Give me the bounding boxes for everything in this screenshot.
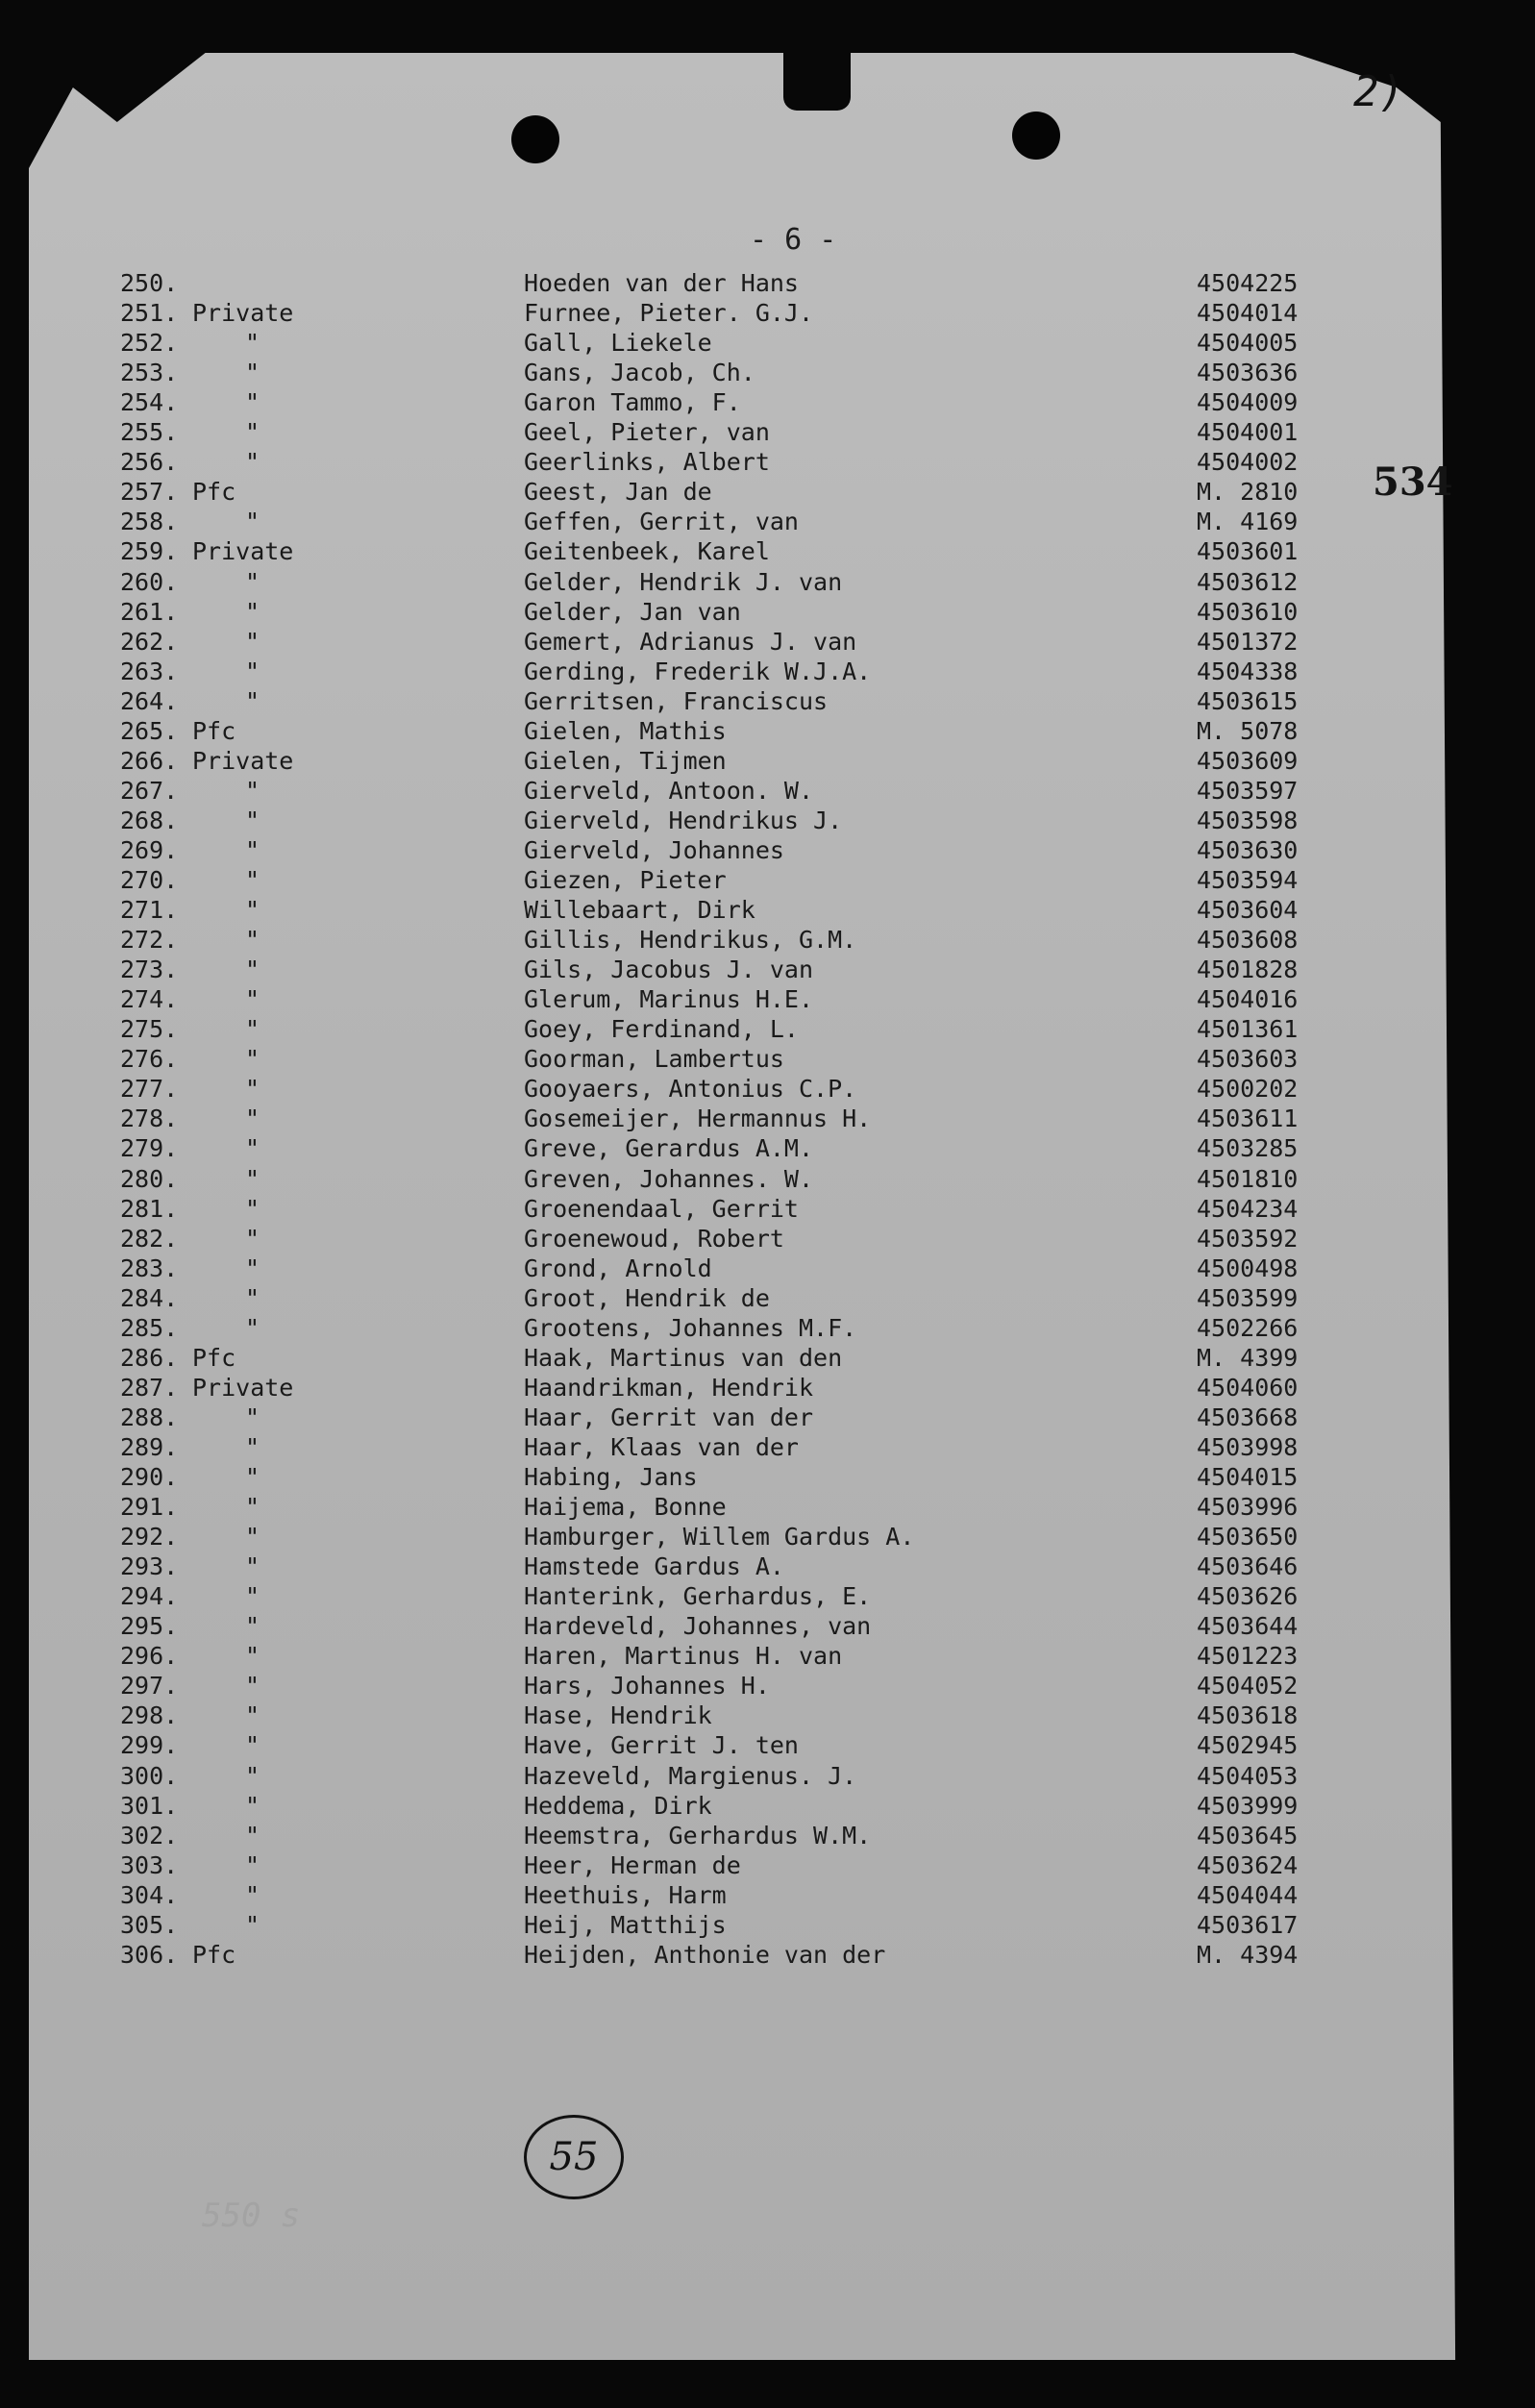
entry-number: 295. <box>120 1612 179 1641</box>
entry-name: Furnee, Pieter. G.J. <box>524 299 814 328</box>
entry-number: 264. <box>120 686 179 715</box>
entry-number: 258. <box>120 508 179 536</box>
entry-serial: 4503645 <box>1197 1821 1299 1849</box>
entry-name: Hardeveld, Johannes, van <box>524 1612 872 1641</box>
entry-name: Gierveld, Johannes <box>524 835 784 864</box>
entry-name: Gierveld, Hendrikus J. <box>524 806 843 834</box>
roster-row <box>0 628 1535 657</box>
entry-serial: 4504338 <box>1197 657 1299 685</box>
entry-rank: " <box>245 329 260 358</box>
roster-row <box>0 1612 1535 1641</box>
entry-serial: 4504014 <box>1197 299 1299 328</box>
entry-number: 286. <box>120 1343 179 1372</box>
entry-name: Heemstra, Gerhardus W.M. <box>524 1821 872 1849</box>
entry-name: Heij, Matthijs <box>524 1910 727 1939</box>
entry-rank: " <box>245 1254 260 1282</box>
entry-name: Greve, Gerardus A.M. <box>524 1134 814 1163</box>
roster-row <box>0 1433 1535 1462</box>
entry-name: Have, Gerrit J. ten <box>524 1731 799 1760</box>
entry-name: Glerum, Marinus H.E. <box>524 985 814 1014</box>
entry-number: 255. <box>120 418 179 447</box>
page-number: - 6 - <box>750 223 837 257</box>
roster-row <box>0 717 1535 746</box>
entry-rank: " <box>245 776 260 805</box>
entry-rank: " <box>245 835 260 864</box>
entry-serial: 4504225 <box>1197 269 1299 297</box>
entry-number: 268. <box>120 806 179 834</box>
entry-name: Willebaart, Dirk <box>524 896 755 925</box>
entry-serial: M. 4169 <box>1197 508 1299 536</box>
roster-row <box>0 1762 1535 1791</box>
entry-number: 279. <box>120 1134 179 1163</box>
roster-row <box>0 1792 1535 1821</box>
entry-number: 251. <box>120 299 179 328</box>
entry-name: Gielen, Tijmen <box>524 746 727 775</box>
roster-row <box>0 359 1535 387</box>
entry-serial: 4503601 <box>1197 537 1299 566</box>
entry-name: Heddema, Dirk <box>524 1791 712 1820</box>
entry-number: 273. <box>120 956 179 984</box>
entry-serial: 4503610 <box>1197 597 1299 626</box>
roster-row <box>0 658 1535 686</box>
entry-name: Hase, Hendrik <box>524 1701 712 1730</box>
entry-serial: M. 5078 <box>1197 716 1299 745</box>
roster-row <box>0 1134 1535 1163</box>
entry-serial: 4503604 <box>1197 896 1299 925</box>
entry-rank: Private <box>192 1373 294 1402</box>
entry-rank: Pfc <box>192 716 236 745</box>
entry-name: Geitenbeek, Karel <box>524 537 770 566</box>
entry-rank: " <box>245 1731 260 1760</box>
entry-name: Gielen, Mathis <box>524 716 727 745</box>
entry-number: 266. <box>120 746 179 775</box>
roster-row <box>0 299 1535 328</box>
roster-row <box>0 1075 1535 1104</box>
entry-number: 288. <box>120 1403 179 1431</box>
entry-name: Haar, Klaas van der <box>524 1432 799 1461</box>
entry-serial: 4503618 <box>1197 1701 1299 1730</box>
entry-rank: Pfc <box>192 478 236 507</box>
entry-number: 291. <box>120 1493 179 1522</box>
entry-rank: " <box>245 448 260 477</box>
roster-row <box>0 448 1535 477</box>
entry-serial: 4503612 <box>1197 567 1299 596</box>
entry-number: 259. <box>120 537 179 566</box>
entry-serial: 4503615 <box>1197 686 1299 715</box>
entry-name: Gosemeijer, Hermannus H. <box>524 1105 872 1133</box>
entry-number: 301. <box>120 1791 179 1820</box>
entry-rank: " <box>245 1642 260 1671</box>
entry-rank: " <box>245 418 260 447</box>
entry-serial: M. 4399 <box>1197 1343 1299 1372</box>
entry-number: 285. <box>120 1313 179 1342</box>
roster-row <box>0 1403 1535 1432</box>
entry-name: Goey, Ferdinand, L. <box>524 1015 799 1044</box>
entry-rank: " <box>245 1791 260 1820</box>
entry-number: 263. <box>120 657 179 685</box>
entry-number: 296. <box>120 1642 179 1671</box>
roster-row <box>0 508 1535 536</box>
entry-serial: 4503996 <box>1197 1493 1299 1522</box>
roster-row <box>0 329 1535 358</box>
roster-row <box>0 269 1535 298</box>
entry-rank: " <box>245 657 260 685</box>
entry-rank: " <box>245 1463 260 1491</box>
entry-rank: " <box>245 627 260 656</box>
entry-rank: " <box>245 1194 260 1223</box>
roster-row <box>0 1105 1535 1133</box>
entry-name: Haren, Martinus H. van <box>524 1642 843 1671</box>
entry-name: Gerritsen, Franciscus <box>524 686 829 715</box>
roster-row <box>0 1225 1535 1254</box>
circled-folio-number <box>524 2115 624 2199</box>
entry-number: 302. <box>120 1821 179 1849</box>
entry-name: Gooyaers, Antonius C.P. <box>524 1075 857 1104</box>
roster-row <box>0 777 1535 806</box>
entry-number: 274. <box>120 985 179 1014</box>
entry-name: Groenewoud, Robert <box>524 1224 784 1253</box>
roster-row <box>0 1672 1535 1700</box>
entry-name: Giezen, Pieter <box>524 866 727 894</box>
entry-name: Geffen, Gerrit, van <box>524 508 799 536</box>
roster-row <box>0 1552 1535 1581</box>
entry-name: Gils, Jacobus J. van <box>524 956 814 984</box>
entry-serial: 4501828 <box>1197 956 1299 984</box>
entry-name: Gemert, Adrianus J. van <box>524 627 857 656</box>
entry-rank: " <box>245 1672 260 1700</box>
roster-row <box>0 896 1535 925</box>
entry-name: Geest, Jan de <box>524 478 712 507</box>
entry-rank: " <box>245 359 260 387</box>
entry-name: Grond, Arnold <box>524 1254 712 1282</box>
punched-notch <box>783 53 851 111</box>
entry-number: 252. <box>120 329 179 358</box>
entry-rank: Private <box>192 537 294 566</box>
entry-name: Geel, Pieter, van <box>524 418 770 447</box>
entry-rank: " <box>245 1552 260 1581</box>
entry-rank: " <box>245 1910 260 1939</box>
roster-row <box>0 568 1535 597</box>
entry-number: 272. <box>120 926 179 955</box>
entry-number: 283. <box>120 1254 179 1282</box>
roster-row <box>0 598 1535 627</box>
entry-number: 297. <box>120 1672 179 1700</box>
roster-row <box>0 1642 1535 1671</box>
roster-row <box>0 1195 1535 1224</box>
entry-number: 299. <box>120 1731 179 1760</box>
entry-serial: 4503630 <box>1197 835 1299 864</box>
entry-number: 280. <box>120 1164 179 1193</box>
roster-row <box>0 537 1535 566</box>
entry-number: 278. <box>120 1105 179 1133</box>
entry-number: 303. <box>120 1850 179 1879</box>
entry-serial: 4503603 <box>1197 1045 1299 1074</box>
entry-name: Hanterink, Gerhardus, E. <box>524 1582 872 1611</box>
entry-serial: 4504005 <box>1197 329 1299 358</box>
roster-row <box>0 1045 1535 1074</box>
roster-row <box>0 687 1535 716</box>
entry-serial: 4501810 <box>1197 1164 1299 1193</box>
entry-serial: 4503617 <box>1197 1910 1299 1939</box>
entry-name: Hoeden van der Hans <box>524 269 799 297</box>
entry-serial: M. 2810 <box>1197 478 1299 507</box>
entry-rank: Private <box>192 746 294 775</box>
entry-number: 294. <box>120 1582 179 1611</box>
entry-number: 306. <box>120 1940 179 1969</box>
entry-serial: 4503598 <box>1197 806 1299 834</box>
entry-name: Gans, Jacob, Ch. <box>524 359 755 387</box>
entry-serial: 4504234 <box>1197 1194 1299 1223</box>
entry-serial: 4503611 <box>1197 1105 1299 1133</box>
entry-name: Haandrikman, Hendrik <box>524 1373 814 1402</box>
entry-name: Geerlinks, Albert <box>524 448 770 477</box>
roster-row <box>0 1165 1535 1194</box>
entry-number: 253. <box>120 359 179 387</box>
entry-number: 305. <box>120 1910 179 1939</box>
entry-number: 284. <box>120 1283 179 1312</box>
entry-name: Gerding, Frederik W.J.A. <box>524 657 872 685</box>
entry-number: 261. <box>120 597 179 626</box>
entry-name: Haar, Gerrit van der <box>524 1403 814 1431</box>
entry-serial: 4504060 <box>1197 1373 1299 1402</box>
entry-serial: 4503609 <box>1197 746 1299 775</box>
entry-number: 282. <box>120 1224 179 1253</box>
roster-row <box>0 1344 1535 1373</box>
entry-serial: M. 4394 <box>1197 1940 1299 1969</box>
entry-rank: " <box>245 1880 260 1909</box>
entry-number: 257. <box>120 478 179 507</box>
circled-folio-text: 55 <box>549 2135 599 2179</box>
entry-serial: 4504052 <box>1197 1672 1299 1700</box>
entry-serial: 4501372 <box>1197 627 1299 656</box>
entry-number: 289. <box>120 1432 179 1461</box>
roster-row <box>0 1374 1535 1403</box>
entry-name: Hazeveld, Margienus. J. <box>524 1761 857 1790</box>
entry-rank: " <box>245 1075 260 1104</box>
entry-serial: 4503646 <box>1197 1552 1299 1581</box>
roster-row <box>0 1941 1535 1970</box>
entry-rank: " <box>245 388 260 417</box>
entry-number: 271. <box>120 896 179 925</box>
roster-row <box>0 1463 1535 1492</box>
entry-rank: " <box>245 896 260 925</box>
roster-row <box>0 926 1535 955</box>
entry-rank: " <box>245 1403 260 1431</box>
entry-rank: " <box>245 1523 260 1552</box>
entry-rank: " <box>245 686 260 715</box>
entry-name: Hars, Johannes H. <box>524 1672 770 1700</box>
entry-number: 267. <box>120 776 179 805</box>
entry-name: Gelder, Hendrik J. van <box>524 567 843 596</box>
entry-serial: 4503594 <box>1197 866 1299 894</box>
entry-number: 265. <box>120 716 179 745</box>
entry-rank: " <box>245 866 260 894</box>
entry-serial: 4503998 <box>1197 1432 1299 1461</box>
entry-rank: " <box>245 1105 260 1133</box>
entry-rank: Pfc <box>192 1343 236 1372</box>
entry-rank: " <box>245 1283 260 1312</box>
entry-rank: " <box>245 508 260 536</box>
roster-row <box>0 1731 1535 1760</box>
entry-serial: 4504016 <box>1197 985 1299 1014</box>
entry-serial: 4503650 <box>1197 1523 1299 1552</box>
entry-number: 300. <box>120 1761 179 1790</box>
entry-serial: 4501223 <box>1197 1642 1299 1671</box>
entry-name: Hamstede Gardus A. <box>524 1552 784 1581</box>
roster-row <box>0 1314 1535 1343</box>
entry-number: 254. <box>120 388 179 417</box>
roster-row <box>0 747 1535 776</box>
roster-row <box>0 985 1535 1014</box>
entry-number: 276. <box>120 1045 179 1074</box>
entry-serial: 4504009 <box>1197 388 1299 417</box>
stamped-folio-number: 534 <box>1373 459 1453 505</box>
entry-rank: " <box>245 1582 260 1611</box>
roster-row <box>0 1284 1535 1313</box>
entry-serial: 4503597 <box>1197 776 1299 805</box>
roster-row <box>0 1015 1535 1044</box>
entry-rank: " <box>245 1821 260 1849</box>
entry-name: Goorman, Lambertus <box>524 1045 784 1074</box>
entry-number: 270. <box>120 866 179 894</box>
entry-name: Habing, Jans <box>524 1463 698 1491</box>
entry-name: Groenendaal, Gerrit <box>524 1194 799 1223</box>
roster-row <box>0 388 1535 417</box>
entry-rank: " <box>245 567 260 596</box>
entry-number: 298. <box>120 1701 179 1730</box>
entry-serial: 4501361 <box>1197 1015 1299 1044</box>
entry-rank: " <box>245 1224 260 1253</box>
entry-name: Groot, Hendrik de <box>524 1283 770 1312</box>
roster-row <box>0 1254 1535 1283</box>
entry-number: 260. <box>120 567 179 596</box>
entry-rank: " <box>245 1850 260 1879</box>
entry-serial: 4502945 <box>1197 1731 1299 1760</box>
entry-serial: 4503599 <box>1197 1283 1299 1312</box>
roster-row <box>0 807 1535 835</box>
entry-rank: " <box>245 597 260 626</box>
roster-row <box>0 1851 1535 1880</box>
roster-row <box>0 1881 1535 1910</box>
entry-number: 287. <box>120 1373 179 1402</box>
punch-hole-left <box>511 115 559 163</box>
entry-rank: " <box>245 1701 260 1730</box>
entry-serial: 4503636 <box>1197 359 1299 387</box>
entry-serial: 4503624 <box>1197 1850 1299 1879</box>
entry-serial: 4504053 <box>1197 1761 1299 1790</box>
entry-number: 304. <box>120 1880 179 1909</box>
entry-rank: " <box>245 1134 260 1163</box>
entry-name: Gillis, Hendrikus, G.M. <box>524 926 857 955</box>
entry-name: Haijema, Bonne <box>524 1493 727 1522</box>
entry-rank: " <box>245 1432 260 1461</box>
entry-serial: 4500202 <box>1197 1075 1299 1104</box>
entry-rank: " <box>245 1493 260 1522</box>
entry-serial: 4504001 <box>1197 418 1299 447</box>
entry-number: 269. <box>120 835 179 864</box>
entry-serial: 4504002 <box>1197 448 1299 477</box>
entry-rank: " <box>245 926 260 955</box>
entry-rank: Private <box>192 299 294 328</box>
roster-row <box>0 1523 1535 1552</box>
entry-name: Gelder, Jan van <box>524 597 741 626</box>
entry-rank: " <box>245 1612 260 1641</box>
entry-name: Hamburger, Willem Gardus A. <box>524 1523 915 1552</box>
roster-row <box>0 866 1535 895</box>
entry-rank: " <box>245 806 260 834</box>
entry-serial: 4503668 <box>1197 1403 1299 1431</box>
entry-name: Heer, Herman de <box>524 1850 741 1879</box>
entry-serial: 4503608 <box>1197 926 1299 955</box>
entry-number: 281. <box>120 1194 179 1223</box>
entry-number: 275. <box>120 1015 179 1044</box>
roster-row <box>0 478 1535 507</box>
entry-rank: " <box>245 1313 260 1342</box>
entry-number: 250. <box>120 269 179 297</box>
entry-serial: 4504015 <box>1197 1463 1299 1491</box>
entry-name: Greven, Johannes. W. <box>524 1164 814 1193</box>
entry-rank: " <box>245 1015 260 1044</box>
entry-number: 256. <box>120 448 179 477</box>
roster-row <box>0 1911 1535 1940</box>
entry-rank: " <box>245 1761 260 1790</box>
roster-row <box>0 956 1535 984</box>
entry-name: Heethuis, Harm <box>524 1880 727 1909</box>
entry-serial: 4502266 <box>1197 1313 1299 1342</box>
entry-serial: 4504044 <box>1197 1880 1299 1909</box>
roster-row <box>0 418 1535 447</box>
corner-handwritten-mark: 2) <box>1353 67 1404 116</box>
entry-rank: " <box>245 956 260 984</box>
roster-row <box>0 1582 1535 1611</box>
entry-name: Gierveld, Antoon. W. <box>524 776 814 805</box>
entry-serial: 4503285 <box>1197 1134 1299 1163</box>
entry-serial: 4503999 <box>1197 1791 1299 1820</box>
entry-rank: Pfc <box>192 1940 236 1969</box>
entry-serial: 4503644 <box>1197 1612 1299 1641</box>
entry-serial: 4500498 <box>1197 1254 1299 1282</box>
entry-rank: " <box>245 1045 260 1074</box>
entry-name: Grootens, Johannes M.F. <box>524 1313 857 1342</box>
roster-row <box>0 1493 1535 1522</box>
roster-row <box>0 1701 1535 1730</box>
entry-number: 290. <box>120 1463 179 1491</box>
entry-number: 277. <box>120 1075 179 1104</box>
roster-row <box>0 836 1535 865</box>
entry-number: 262. <box>120 627 179 656</box>
entry-name: Haak, Martinus van den <box>524 1343 843 1372</box>
entry-serial: 4503626 <box>1197 1582 1299 1611</box>
entry-rank: " <box>245 985 260 1014</box>
entry-name: Gall, Liekele <box>524 329 712 358</box>
entry-number: 293. <box>120 1552 179 1581</box>
entry-serial: 4503592 <box>1197 1224 1299 1253</box>
faint-pencil-note: 550 s <box>202 2197 301 2235</box>
entry-number: 292. <box>120 1523 179 1552</box>
entry-name: Heijden, Anthonie van der <box>524 1940 886 1969</box>
roster-row <box>0 1822 1535 1850</box>
entry-rank: " <box>245 1164 260 1193</box>
punch-hole-right <box>1012 112 1060 160</box>
entry-name: Garon Tammo, F. <box>524 388 741 417</box>
